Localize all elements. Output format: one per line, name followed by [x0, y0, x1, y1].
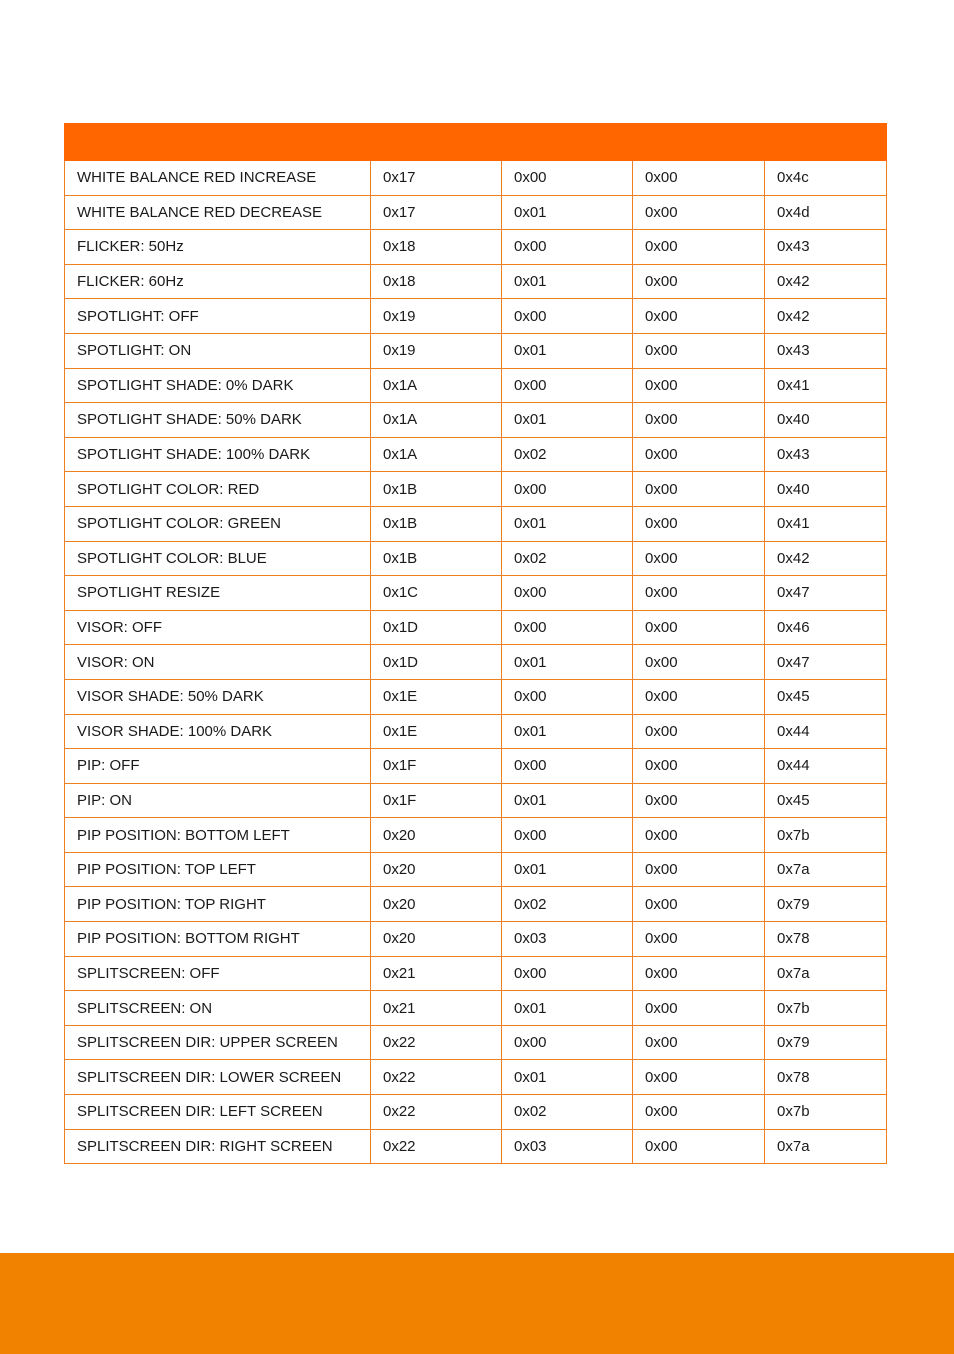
byte1-cell: 0x1D	[371, 645, 502, 680]
byte1-cell: 0x17	[371, 161, 502, 196]
checksum-cell: 0x41	[765, 506, 887, 541]
byte3-cell: 0x00	[633, 368, 765, 403]
footer-band	[0, 1253, 954, 1354]
command-name-cell: PIP POSITION: BOTTOM LEFT	[65, 818, 371, 853]
byte2-cell: 0x01	[502, 264, 633, 299]
byte2-cell: 0x00	[502, 161, 633, 196]
table-row	[65, 299, 887, 334]
table-row	[65, 818, 887, 853]
checksum-cell: 0x4d	[765, 195, 887, 230]
command-name-cell: SPOTLIGHT COLOR: BLUE	[65, 541, 371, 576]
checksum-cell: 0x7b	[765, 818, 887, 853]
table-row	[65, 679, 887, 714]
command-name-cell: VISOR: ON	[65, 645, 371, 680]
byte1-cell: 0x20	[371, 818, 502, 853]
byte3-cell: 0x00	[633, 1095, 765, 1130]
byte1-cell: 0x1B	[371, 472, 502, 507]
byte2-cell: 0x02	[502, 1095, 633, 1130]
byte3-cell: 0x00	[633, 541, 765, 576]
byte3-cell: 0x00	[633, 922, 765, 957]
byte2-cell: 0x00	[502, 472, 633, 507]
command-table-wrapper	[64, 123, 886, 1164]
checksum-cell: 0x7a	[765, 956, 887, 991]
byte3-cell: 0x00	[633, 264, 765, 299]
command-name-cell: PIP: ON	[65, 783, 371, 818]
command-name-cell: VISOR SHADE: 50% DARK	[65, 679, 371, 714]
command-name-cell: SPOTLIGHT: ON	[65, 333, 371, 368]
table-row	[65, 506, 887, 541]
table-row	[65, 368, 887, 403]
checksum-cell: 0x7a	[765, 852, 887, 887]
checksum-cell: 0x44	[765, 749, 887, 784]
byte2-cell: 0x00	[502, 230, 633, 265]
checksum-cell: 0x41	[765, 368, 887, 403]
command-name-cell: PIP: OFF	[65, 749, 371, 784]
byte3-cell: 0x00	[633, 783, 765, 818]
table-row	[65, 1025, 887, 1060]
table-row	[65, 1095, 887, 1130]
byte2-cell: 0x01	[502, 506, 633, 541]
command-name-cell: SPLITSCREEN DIR: UPPER SCREEN	[65, 1025, 371, 1060]
checksum-cell: 0x45	[765, 783, 887, 818]
command-name-cell: SPOTLIGHT COLOR: RED	[65, 472, 371, 507]
table-row	[65, 610, 887, 645]
checksum-cell: 0x78	[765, 922, 887, 957]
byte1-cell: 0x22	[371, 1095, 502, 1130]
byte2-cell: 0x00	[502, 299, 633, 334]
checksum-cell: 0x43	[765, 230, 887, 265]
table-row	[65, 922, 887, 957]
byte1-cell: 0x1A	[371, 437, 502, 472]
command-name-cell: SPLITSCREEN: OFF	[65, 956, 371, 991]
command-name-cell: VISOR SHADE: 100% DARK	[65, 714, 371, 749]
byte3-cell: 0x00	[633, 161, 765, 196]
byte2-cell: 0x00	[502, 610, 633, 645]
table-row	[65, 991, 887, 1026]
byte3-cell: 0x00	[633, 645, 765, 680]
checksum-cell: 0x43	[765, 333, 887, 368]
byte3-cell: 0x00	[633, 299, 765, 334]
command-name-cell: PIP POSITION: BOTTOM RIGHT	[65, 922, 371, 957]
checksum-cell: 0x40	[765, 403, 887, 438]
command-name-cell: WHITE BALANCE RED INCREASE	[65, 161, 371, 196]
table-row	[65, 264, 887, 299]
byte3-cell: 0x00	[633, 230, 765, 265]
table-row	[65, 576, 887, 611]
command-name-cell: PIP POSITION: TOP RIGHT	[65, 887, 371, 922]
byte1-cell: 0x18	[371, 264, 502, 299]
command-name-cell: FLICKER: 50Hz	[65, 230, 371, 265]
byte2-cell: 0x02	[502, 541, 633, 576]
byte1-cell: 0x20	[371, 852, 502, 887]
byte3-cell: 0x00	[633, 679, 765, 714]
byte2-cell: 0x03	[502, 922, 633, 957]
byte3-cell: 0x00	[633, 333, 765, 368]
byte3-cell: 0x00	[633, 506, 765, 541]
table-row	[65, 195, 887, 230]
table-row	[65, 956, 887, 991]
table-body	[65, 161, 887, 1164]
table-row	[65, 645, 887, 680]
byte1-cell: 0x1B	[371, 541, 502, 576]
byte2-cell: 0x01	[502, 403, 633, 438]
byte3-cell: 0x00	[633, 1060, 765, 1095]
checksum-cell: 0x45	[765, 679, 887, 714]
byte3-cell: 0x00	[633, 472, 765, 507]
table-row	[65, 333, 887, 368]
byte2-cell: 0x02	[502, 887, 633, 922]
byte1-cell: 0x1F	[371, 749, 502, 784]
byte2-cell: 0x01	[502, 1060, 633, 1095]
byte1-cell: 0x1D	[371, 610, 502, 645]
byte1-cell: 0x1C	[371, 576, 502, 611]
byte3-cell: 0x00	[633, 887, 765, 922]
byte1-cell: 0x19	[371, 333, 502, 368]
byte2-cell: 0x00	[502, 368, 633, 403]
byte3-cell: 0x00	[633, 852, 765, 887]
table-row	[65, 1129, 887, 1164]
command-name-cell: SPOTLIGHT SHADE: 50% DARK	[65, 403, 371, 438]
byte3-cell: 0x00	[633, 195, 765, 230]
checksum-cell: 0x42	[765, 264, 887, 299]
command-name-cell: SPLITSCREEN: ON	[65, 991, 371, 1026]
byte2-cell: 0x01	[502, 645, 633, 680]
checksum-cell: 0x79	[765, 1025, 887, 1060]
checksum-cell: 0x4c	[765, 161, 887, 196]
table-header-band	[65, 124, 887, 161]
checksum-cell: 0x47	[765, 645, 887, 680]
byte1-cell: 0x1B	[371, 506, 502, 541]
checksum-cell: 0x42	[765, 541, 887, 576]
byte3-cell: 0x00	[633, 1025, 765, 1060]
byte3-cell: 0x00	[633, 956, 765, 991]
checksum-cell: 0x42	[765, 299, 887, 334]
command-name-cell: SPOTLIGHT: OFF	[65, 299, 371, 334]
byte2-cell: 0x02	[502, 437, 633, 472]
table-row	[65, 472, 887, 507]
table-header-right	[633, 124, 887, 161]
byte2-cell: 0x01	[502, 783, 633, 818]
byte2-cell: 0x00	[502, 576, 633, 611]
byte2-cell: 0x00	[502, 818, 633, 853]
command-name-cell: SPLITSCREEN DIR: LEFT SCREEN	[65, 1095, 371, 1130]
byte3-cell: 0x00	[633, 818, 765, 853]
table-row	[65, 783, 887, 818]
byte1-cell: 0x20	[371, 922, 502, 957]
byte1-cell: 0x1E	[371, 679, 502, 714]
table-row	[65, 161, 887, 196]
byte1-cell: 0x17	[371, 195, 502, 230]
byte2-cell: 0x01	[502, 333, 633, 368]
byte2-cell: 0x01	[502, 195, 633, 230]
byte3-cell: 0x00	[633, 749, 765, 784]
command-name-cell: WHITE BALANCE RED DECREASE	[65, 195, 371, 230]
table-row	[65, 403, 887, 438]
checksum-cell: 0x40	[765, 472, 887, 507]
table-row	[65, 887, 887, 922]
command-name-cell: SPLITSCREEN DIR: LOWER SCREEN	[65, 1060, 371, 1095]
command-name-cell: SPOTLIGHT SHADE: 0% DARK	[65, 368, 371, 403]
byte1-cell: 0x19	[371, 299, 502, 334]
byte1-cell: 0x22	[371, 1025, 502, 1060]
checksum-cell: 0x7b	[765, 1095, 887, 1130]
table-header-left	[65, 124, 633, 161]
byte2-cell: 0x00	[502, 679, 633, 714]
byte1-cell: 0x18	[371, 230, 502, 265]
byte1-cell: 0x20	[371, 887, 502, 922]
byte2-cell: 0x00	[502, 956, 633, 991]
checksum-cell: 0x47	[765, 576, 887, 611]
checksum-cell: 0x79	[765, 887, 887, 922]
byte2-cell: 0x00	[502, 749, 633, 784]
table-row	[65, 437, 887, 472]
byte2-cell: 0x01	[502, 991, 633, 1026]
command-name-cell: PIP POSITION: TOP LEFT	[65, 852, 371, 887]
byte1-cell: 0x22	[371, 1129, 502, 1164]
byte1-cell: 0x1E	[371, 714, 502, 749]
command-table	[64, 123, 887, 1164]
command-name-cell: SPOTLIGHT RESIZE	[65, 576, 371, 611]
table-row	[65, 230, 887, 265]
table-row	[65, 714, 887, 749]
byte1-cell: 0x1A	[371, 368, 502, 403]
byte3-cell: 0x00	[633, 403, 765, 438]
command-name-cell: SPOTLIGHT SHADE: 100% DARK	[65, 437, 371, 472]
command-name-cell: VISOR: OFF	[65, 610, 371, 645]
checksum-cell: 0x43	[765, 437, 887, 472]
table-row	[65, 749, 887, 784]
checksum-cell: 0x44	[765, 714, 887, 749]
byte2-cell: 0x03	[502, 1129, 633, 1164]
byte1-cell: 0x22	[371, 1060, 502, 1095]
byte1-cell: 0x1A	[371, 403, 502, 438]
byte3-cell: 0x00	[633, 1129, 765, 1164]
command-name-cell: FLICKER: 60Hz	[65, 264, 371, 299]
byte1-cell: 0x21	[371, 991, 502, 1026]
byte3-cell: 0x00	[633, 437, 765, 472]
checksum-cell: 0x78	[765, 1060, 887, 1095]
byte3-cell: 0x00	[633, 610, 765, 645]
checksum-cell: 0x7b	[765, 991, 887, 1026]
table-row	[65, 852, 887, 887]
byte3-cell: 0x00	[633, 576, 765, 611]
command-name-cell: SPLITSCREEN DIR: RIGHT SCREEN	[65, 1129, 371, 1164]
table-row	[65, 1060, 887, 1095]
byte3-cell: 0x00	[633, 991, 765, 1026]
byte1-cell: 0x1F	[371, 783, 502, 818]
byte2-cell: 0x01	[502, 714, 633, 749]
checksum-cell: 0x46	[765, 610, 887, 645]
command-name-cell: SPOTLIGHT COLOR: GREEN	[65, 506, 371, 541]
checksum-cell: 0x7a	[765, 1129, 887, 1164]
byte3-cell: 0x00	[633, 714, 765, 749]
byte1-cell: 0x21	[371, 956, 502, 991]
byte2-cell: 0x00	[502, 1025, 633, 1060]
byte2-cell: 0x01	[502, 852, 633, 887]
table-row	[65, 541, 887, 576]
